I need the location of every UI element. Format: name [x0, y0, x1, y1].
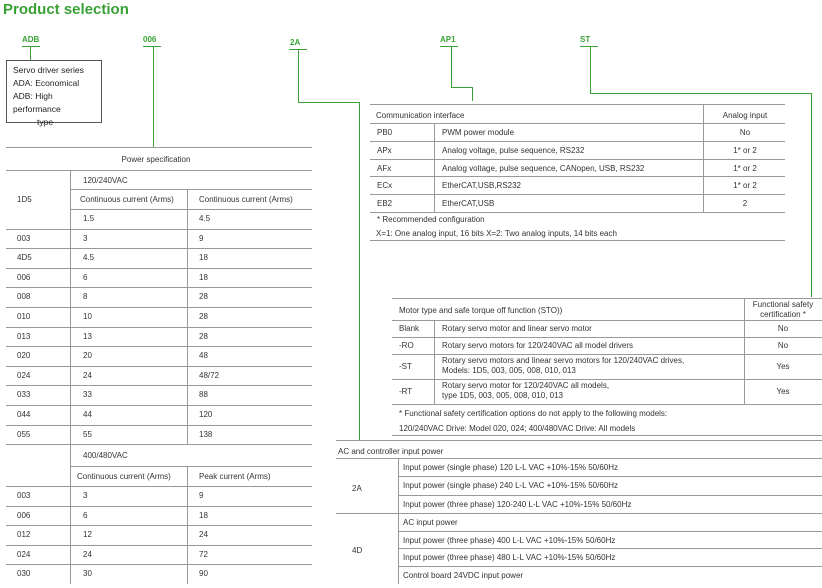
power-cell-code: 003 [17, 491, 31, 500]
ac-row-line [398, 566, 822, 567]
comm-cell-desc: PWM power module [442, 128, 515, 137]
power-cell-cont: 3 [83, 233, 88, 243]
power-row-line [6, 425, 312, 426]
power-cell-cont: 1.5 [83, 214, 95, 223]
ac-row-line [398, 476, 822, 477]
comm-cell-desc: Analog voltage, pulse sequence, RS232 [442, 145, 585, 155]
comm-row-line [370, 176, 785, 177]
power-cell-code: 003 [17, 233, 31, 243]
power-cell-peak: 88 [199, 390, 208, 400]
power-cell-peak: 90 [199, 569, 208, 579]
power-cell-peak: 24 [199, 530, 208, 540]
power-row-line [6, 366, 312, 367]
comm-cell-analog: 1* or 2 [733, 145, 757, 155]
power-row-line [6, 506, 312, 507]
power-row-line [6, 525, 312, 526]
power-cell-code: 4D5 [17, 253, 32, 263]
motor-row-line [392, 354, 822, 355]
power-cell-peak: 9 [199, 491, 204, 500]
power-cell-peak: 48/72 [199, 370, 220, 380]
power-cell-code: 030 [17, 569, 31, 579]
motor-cell-desc: Rotary servo motor for 120/240VAC all models, [442, 381, 610, 390]
power-cell-cont: 4.5 [83, 253, 95, 263]
power-row-line [6, 405, 312, 406]
series-box-line1: ADA: Economical [13, 78, 80, 88]
motor-cell-cert: Yes [776, 386, 790, 396]
power-row-line [6, 545, 312, 546]
power-row-line [6, 444, 312, 445]
ac-input-row: Input power (three phase) 120-240 L-L VAC +10%-15% 50/60Hz [403, 499, 632, 509]
comm-cell-desc: EtherCAT,USB [442, 199, 495, 209]
ac-code-2a: 2A [352, 484, 362, 493]
power-row-line [6, 248, 312, 249]
power-cell-code: 024 [17, 549, 31, 559]
col-header-3: Continuous current (Arms) [77, 472, 171, 481]
power-cell-code: 055 [17, 429, 31, 439]
motor-cell-desc: Rotary servo motors and linear servo motors for 120/240VAC drives, [442, 356, 685, 365]
ac-input-row: Input power (three phase) 480 L-L VAC +10%-15% 50/60Hz [403, 553, 616, 563]
motor-cell-code: -RT [399, 386, 413, 396]
voltage-label-400: 400/480VAC [83, 451, 128, 460]
code-power: 006 [143, 35, 157, 44]
power-cell-peak: 18 [199, 510, 208, 520]
power-cell-cont: 24 [83, 370, 92, 380]
comm-row-line [370, 159, 785, 160]
code-series: ADB [22, 35, 40, 44]
motor-note-2: 120/240VAC Drive: Model 020, 024; 400/480VAC Drive: All models [399, 424, 636, 433]
motor-cell-code: -RO [399, 340, 414, 350]
power-row-line [6, 268, 312, 269]
power-cell-code: 008 [17, 292, 31, 302]
col-header-4: Peak current (Arms) [199, 472, 271, 481]
power-row-line [6, 385, 312, 386]
series-box-line2: ADB: High performance [13, 91, 61, 114]
power-cell-cont: 10 [83, 312, 92, 321]
code-motor: ST [580, 35, 591, 44]
comm-cell-code: ECx [377, 181, 393, 191]
power-row-line [6, 229, 312, 230]
motor-cell-cert: No [777, 340, 789, 350]
power-cell-cont: 6 [83, 272, 88, 282]
comm-cell-analog: 2 [742, 199, 748, 209]
power-cell-peak: 72 [199, 549, 208, 559]
code-comm: AP1 [440, 35, 456, 44]
comm-cell-analog: 1* or 2 [733, 181, 757, 191]
comm-header-2: Analog input [722, 111, 768, 120]
power-cell-code: 020 [17, 351, 31, 361]
motor-cell-code: -ST [399, 361, 412, 371]
power-cell-peak: 48 [199, 351, 208, 361]
code-1d5: 1D5 [17, 195, 32, 204]
power-cell-cont: 20 [83, 351, 92, 361]
power-cell-code: 044 [17, 410, 31, 419]
page-title: Product selection [3, 1, 129, 18]
ac-code-4d: 4D [352, 546, 363, 555]
series-box [6, 60, 102, 127]
motor-cell-cert: No [777, 323, 789, 333]
code-input: 2A [290, 38, 301, 47]
power-cell-cont: 24 [83, 549, 92, 559]
power-cell-cont: 33 [83, 390, 92, 400]
power-cell-code: 013 [17, 331, 31, 341]
ac-row-line [398, 495, 822, 496]
ac-input-row: Input power (single phase) 120 L-L VAC +10%-15% 50/60Hz [403, 463, 619, 472]
comm-note-2: X=1: One analog input, 16 bits X=2: Two analog inputs, 14 bits each [376, 229, 617, 238]
comm-note-1: * Recommended configuration [377, 215, 485, 224]
power-cell-cont: 6 [83, 510, 88, 520]
power-cell-code: 006 [17, 272, 31, 282]
comm-cell-code: AFx [377, 163, 392, 173]
power-cell-code: 012 [17, 530, 31, 540]
motor-cell-cert: Yes [776, 361, 790, 371]
power-cell-peak: 28 [199, 292, 208, 302]
power-cell-code: 006 [17, 510, 31, 520]
power-row-line [6, 307, 312, 308]
motor-cell-desc: type 1D5, 003, 005, 008, 010, 013 [442, 391, 563, 400]
power-row-line [6, 287, 312, 288]
power-row-line [6, 564, 312, 565]
power-cell-cont: 13 [83, 331, 92, 341]
ac-input-heading: AC and controller input power [338, 447, 444, 456]
power-cell-peak: 18 [199, 253, 208, 263]
comm-cell-desc: Analog voltage, pulse sequence, CANopen, USB, RS232 [442, 163, 645, 173]
motor-cell-code: Blank [399, 323, 420, 333]
motor-cell-desc: Rotary servo motors for 120/240VAC all model drivers [442, 340, 634, 350]
comm-cell-desc: EtherCAT,USB,RS232 [442, 181, 521, 191]
motor-cell-desc: Models: 1D5, 003, 005, 008, 010, 013 [442, 366, 576, 375]
comm-cell-analog: No [739, 128, 751, 137]
power-cell-cont: 8 [83, 292, 88, 302]
comm-row-line [370, 212, 785, 213]
power-cell-cont: 12 [83, 530, 92, 540]
motor-header-2a: Functional safety [752, 300, 814, 309]
motor-cell-desc: Rotary servo motor and linear servo motor [442, 323, 592, 333]
motor-header-1: Motor type and safe torque off function (STO)) [399, 306, 563, 315]
power-cell-code: 033 [17, 390, 31, 400]
comm-header-1: Communication interface [376, 111, 465, 120]
power-cell-cont: 3 [83, 491, 88, 500]
ac-row-line [398, 548, 822, 549]
power-row-line [6, 346, 312, 347]
power-cell-peak: 4.5 [199, 214, 211, 223]
ac-row-line [398, 531, 822, 532]
motor-row-line [392, 404, 822, 405]
col-header-1: Continuous current (Arms) [80, 195, 174, 204]
power-cell-peak: 120 [199, 410, 213, 419]
series-box-line3: type [37, 117, 54, 127]
power-cell-code: 010 [17, 312, 31, 321]
comm-cell-code: EB2 [377, 199, 393, 209]
power-spec-heading: Power specification [121, 155, 191, 164]
comm-cell-code: APx [377, 145, 392, 155]
power-cell-code: 024 [17, 370, 31, 380]
ac-input-row: AC input power [403, 518, 458, 527]
comm-cell-analog: 1* or 2 [733, 163, 757, 173]
ac-input-row: Input power (single phase) 240 L-L VAC +10%-15% 50/60Hz [403, 481, 619, 491]
comm-cell-code: PB0 [377, 128, 393, 137]
power-cell-cont: 55 [83, 429, 92, 439]
power-cell-peak: 9 [199, 233, 204, 243]
comm-row-line [370, 141, 785, 142]
power-cell-peak: 138 [199, 429, 213, 439]
col-header-2: Continuous current (Arms) [199, 195, 293, 204]
power-cell-peak: 28 [199, 331, 208, 341]
power-row-line [6, 327, 312, 328]
motor-note-1: * Functional safety certification options do not apply to the following models: [399, 409, 668, 418]
power-cell-cont: 30 [83, 569, 92, 579]
ac-input-row: Input power (three phase) 400 L-L VAC +10%-15% 50/60Hz [403, 535, 616, 545]
comm-row-line [370, 194, 785, 195]
motor-header-2b: certification * [760, 310, 806, 319]
power-cell-peak: 28 [199, 312, 208, 321]
voltage-label-120: 120/240VAC [83, 176, 128, 185]
motor-row-line [392, 379, 822, 380]
ac-input-row: Control board 24VDC input power [403, 570, 524, 580]
power-cell-peak: 18 [199, 272, 208, 282]
motor-row-line [392, 337, 822, 338]
series-box-title: Servo driver series [13, 65, 84, 75]
power-cell-cont: 44 [83, 410, 92, 419]
